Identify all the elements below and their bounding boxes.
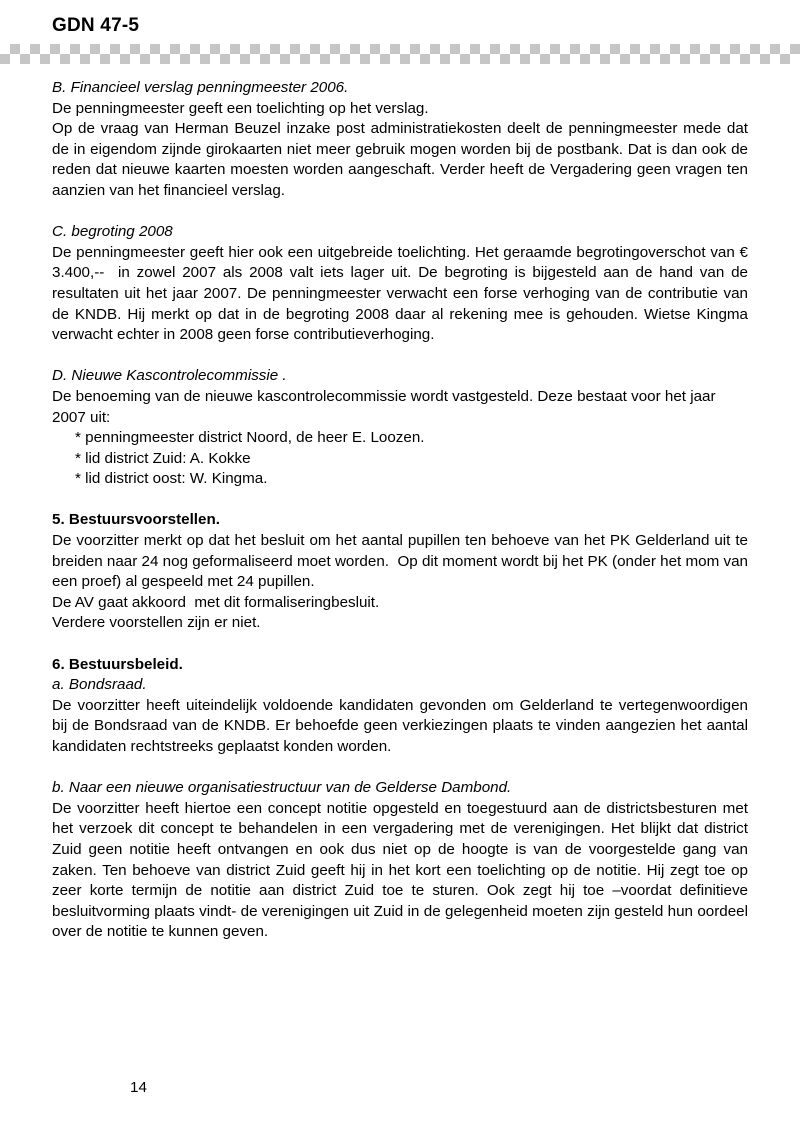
subsection-spacer [52,758,748,779]
section-d-paragraph-1: De benoeming van de nieuwe kascontrolecommissie wordt vastgesteld. Deze bestaat voor het jaar 2007 uit: [52,387,720,426]
section-c-heading: C. begroting 2008 [52,223,173,241]
section-d-heading: D. Nieuwe Kascontrolecommissie . [52,367,287,385]
section-5-paragraph-3: Verdere voorstellen zijn er niet. [52,614,261,632]
section-b [52,78,753,202]
subsection-6a-paragraph-1: De voorzitter heeft uiteindelijk voldoende kandidaten gevonden om Gelderland te vertegenwoordigen bij de Bondsraad van de KNDB. Er behoefde geen verkiezingen plaats te vinden aangezien het aantal kandidaten rechtstreeks geplaatst konden worden. [52,696,753,755]
section-spacer [52,634,748,655]
section-c [52,222,753,346]
kascontrolecommissie-list [52,428,748,490]
section-5 [52,510,753,634]
subsection-6b [52,778,753,943]
document-title: GDN 47-5 [52,15,140,36]
section-5-paragraph-2: De AV gaat akkoord met dit formaliseringbesluit. [52,593,380,611]
section-spacer [52,202,748,223]
section-b-paragraph-1: De penningmeester geeft een toelichting op het verslag. [52,99,429,117]
list-item: * lid district Zuid: A. Kokke [75,449,251,467]
list-item: * penningmeester district Noord, de heer E. Loozen. [75,429,425,447]
section-b-heading: B. Financieel verslag penningmeester 2006. [52,79,349,96]
section-5-heading: 5. Bestuursvoorstellen. [52,511,220,529]
page-header [0,0,800,66]
section-d [52,366,748,490]
subsection-6b-heading: b. Naar een nieuwe organisatiestructuur van de Gelderse Dambond. [52,779,512,797]
page-footer [0,1078,800,1108]
section-6-heading: 6. Bestuursbeleid. [52,655,183,673]
page-content [52,78,753,943]
page-number: 14 [130,1079,147,1096]
subsection-6a [52,675,753,757]
section-5-paragraph-1: De voorzitter merkt op dat het besluit om het aantal pupillen ten behoeve van het PK Gelderland uit te breiden naar 24 nog geformaliseerd moet worden. Op dit moment wordt bij het PK (onder het mom van een proef) al gespeeld met 24 pupillen. [52,532,753,591]
checkerboard-divider [0,44,800,64]
section-b-paragraph-2: Op de vraag van Herman Beuzel inzake post administratiekosten deelt de penningmeester mede dat de in eigendom zijnde girokaarten niet meer gebruik mogen worden bij de postbank. Dat is dan ook de reden dat nieuwe kaarten moesten worden aangeschaft. Verder heeft de Vergadering geen vragen ten aanzien van het financieel verslag. [52,120,753,199]
section-spacer [52,490,748,511]
section-c-paragraph-1: De penningmeester geeft hier ook een uitgebreide toelichting. Het geraamde begrotingoverschot van € 3.400,-- in zowel 2007 als 2008 valt iets lager uit. De begroting is bijgesteld aan de hand van de resultaten uit het jaar 2007. De penningmeester verwacht een forse verhoging van de contributie van de KNDB. Hij merkt op dat in de begroting 2008 daar al rekening mee is gehouden. Wietse Kingma verwacht echter in 2008 geen forse contributieverhoging. [52,243,753,344]
section-6 [52,655,753,943]
list-item: * lid district oost: W. Kingma. [75,470,268,488]
subsection-6a-heading: a. Bondsraad. [52,676,147,694]
section-spacer [52,346,748,367]
subsection-6b-paragraph-1: De voorzitter heeft hiertoe een concept notitie opgesteld en toegestuurd aan de districtsbesturen met het verzoek dit concept te behandelen in een vergadering met de verenigingen. Het blijkt dat district Zuid geen notitie heeft ontvangen en ook dus niet op de hoogte is van de voorgestelde gang van zaken. Ten behoeve van district Zuid geeft hij in het kort een toelichting op de notitie. Hij zegt toe op zeer korte termijn de notitie aan district Zuid toe te sturen. Ook zegt hij toe –voordat definitieve besluitvorming plaats vindt- de verenigingen uit Zuid in de gelegenheid moeten zijn gesteld hun oordeel over de notitie te kunnen geven. [52,799,753,941]
